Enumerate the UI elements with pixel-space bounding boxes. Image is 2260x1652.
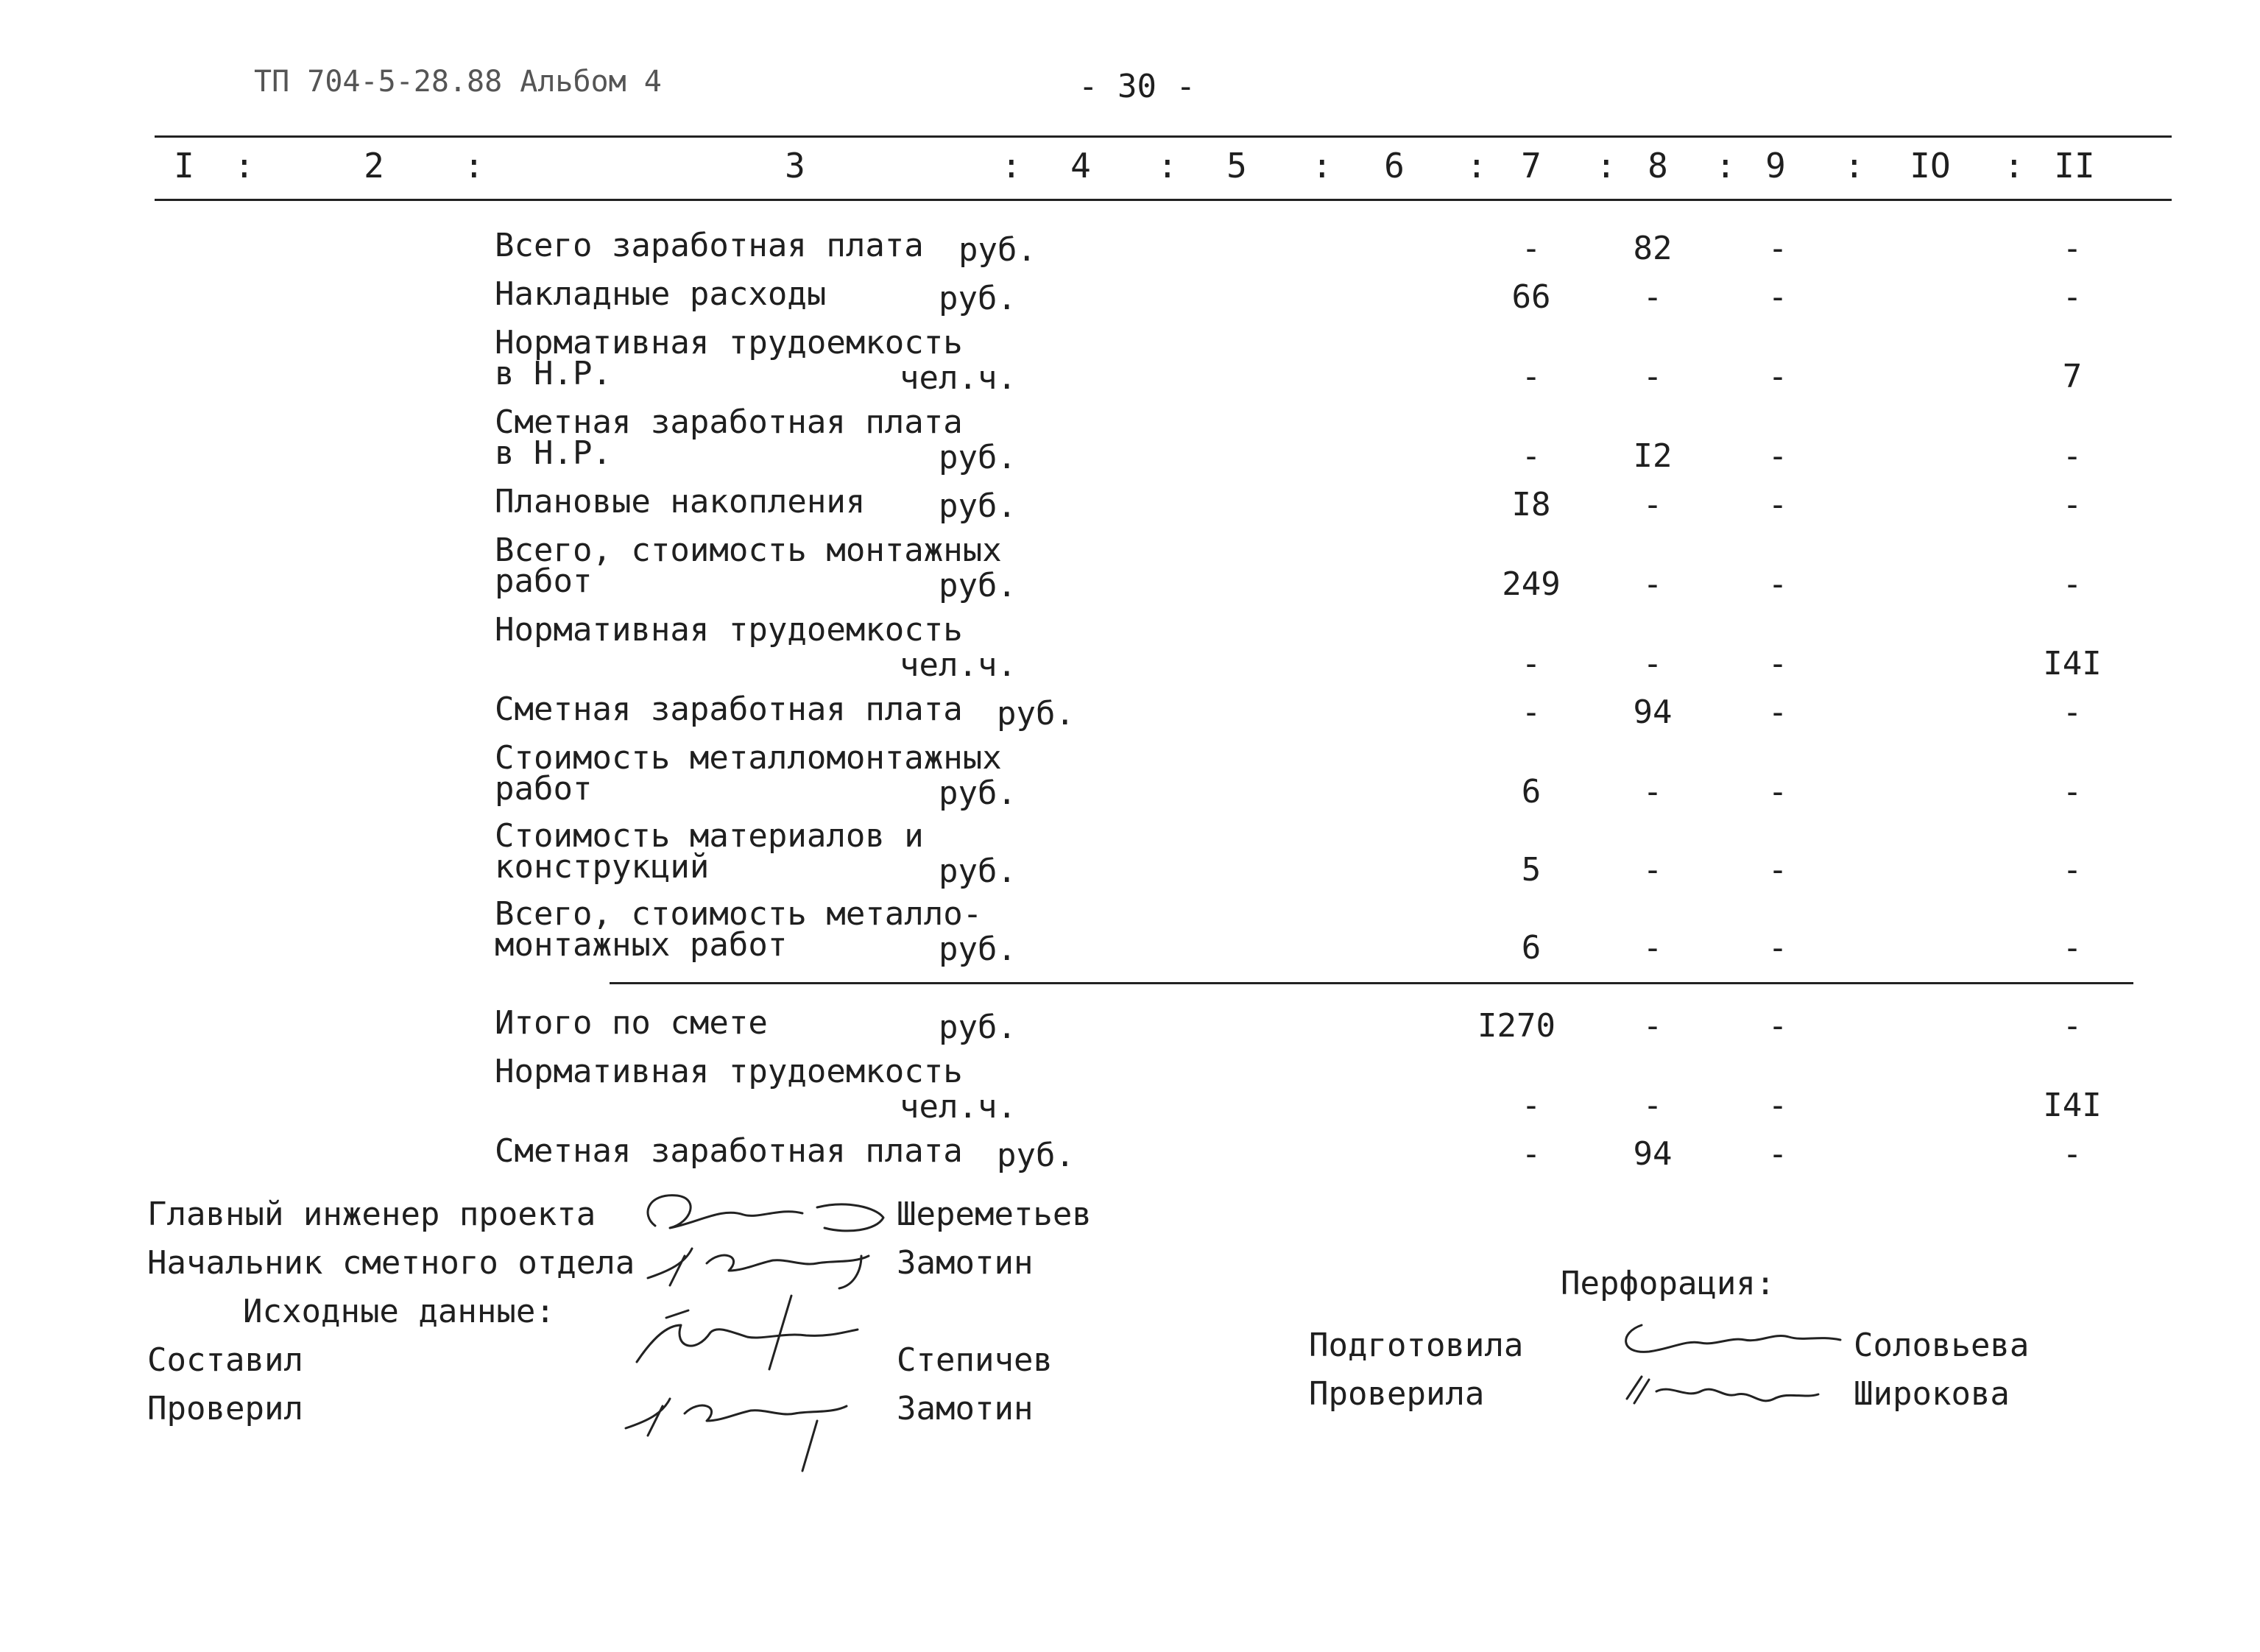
cell-col11: - (2062, 230, 2083, 267)
cell-col11: - (2062, 278, 2083, 316)
cell-col9: - (1768, 645, 1788, 682)
head-estimate-signature (640, 1234, 883, 1293)
cell-col9: - (1768, 565, 1788, 603)
prepared-signature (1612, 1310, 1848, 1362)
chief-engineer-title: Главный инженер проекта (147, 1196, 596, 1233)
checked-f-title: Проверила (1309, 1375, 1485, 1413)
row-label: Нормативная трудоемкость (495, 611, 963, 649)
row-unit: руб. (997, 1137, 1075, 1174)
row-label-cont: работ (495, 562, 593, 600)
cell-col9: - (1768, 851, 1788, 889)
cell-col7: - (1521, 437, 1542, 475)
cell-col9: - (1768, 437, 1788, 475)
cell-col9: - (1768, 1007, 1788, 1045)
row-label-cont: монтажных работ (495, 926, 788, 964)
cell-col8: - (1642, 1087, 1663, 1124)
checked-f-signature (1612, 1362, 1833, 1413)
row-unit: руб. (939, 487, 1017, 525)
row-unit: руб. (939, 280, 1017, 317)
col-num-10: IO (1910, 146, 1951, 186)
prepared-title: Подготовила (1309, 1327, 1524, 1364)
cell-col9: - (1768, 1087, 1788, 1124)
col-sep: : (1596, 146, 1617, 186)
row-label: Плановые накопления (495, 483, 866, 520)
cell-col8: - (1642, 645, 1663, 682)
col-num-3: 3 (785, 146, 805, 186)
row-label: Всего, стоимость металло- (495, 895, 983, 933)
cell-col7: - (1521, 230, 1542, 267)
row-unit: руб. (939, 774, 1017, 812)
cell-col7: I8 (1511, 486, 1551, 523)
col-sep: : (1157, 146, 1178, 186)
cell-col8: - (1642, 851, 1663, 889)
cell-col7: 66 (1511, 278, 1551, 316)
col-sep: : (1001, 146, 1022, 186)
page-number: - 30 - (1078, 68, 1196, 105)
col-sep: : (1466, 146, 1487, 186)
cell-col7: - (1521, 1135, 1542, 1173)
checked-name: Замотин (897, 1390, 1034, 1427)
table-header-rule (155, 199, 2172, 201)
cell-col8: 94 (1633, 1135, 1673, 1173)
row-label: Сметная заработная плата (495, 691, 963, 728)
row-unit: руб. (939, 931, 1017, 968)
cell-col11: - (2062, 1135, 2083, 1173)
cell-col11: - (2062, 773, 2083, 811)
col-num-11: II (2054, 146, 2095, 186)
cell-col7: 6 (1521, 929, 1542, 967)
row-unit: руб. (939, 567, 1017, 604)
chief-engineer-name: Шереметьев (897, 1196, 1092, 1233)
cell-col8: - (1642, 278, 1663, 316)
row-label: Стоимость металломонтажных (495, 739, 1002, 777)
source-data-title: Исходные данные: (243, 1293, 555, 1330)
row-label: Всего, стоимость монтажных (495, 532, 1002, 569)
cell-col7: - (1521, 1087, 1542, 1124)
cell-col8: 82 (1633, 230, 1673, 267)
row-label-cont: в Н.Р. (495, 355, 612, 392)
checked-title: Проверил (147, 1390, 303, 1427)
cell-col9: - (1768, 693, 1788, 731)
cell-col7: I270 (1477, 1007, 1555, 1045)
col-sep: : (1844, 146, 1865, 186)
row-label: Накладные расходы (495, 275, 827, 313)
cell-col9: - (1768, 486, 1788, 523)
cell-col8: - (1642, 486, 1663, 523)
cell-col9: - (1768, 929, 1788, 967)
row-label: Нормативная трудоемкость (495, 324, 963, 361)
checked-f-name: Широкова (1854, 1375, 2010, 1413)
cell-col7: 6 (1521, 773, 1542, 811)
col-num-7: 7 (1521, 146, 1542, 186)
row-unit: руб. (939, 439, 1017, 476)
compiled-title: Составил (147, 1341, 303, 1379)
row-label: Итого по смете (495, 1004, 768, 1042)
cell-col9: - (1768, 773, 1788, 811)
row-label: Нормативная трудоемкость (495, 1053, 963, 1090)
row-label: Всего заработная плата (495, 227, 924, 264)
cell-col11: 7 (2062, 358, 2083, 395)
perforation-title: Перфорация: (1561, 1265, 1776, 1302)
row-label-cont: работ (495, 770, 593, 808)
cell-col8: - (1642, 565, 1663, 603)
col-num-4: 4 (1070, 146, 1091, 186)
cell-col8: - (1642, 358, 1663, 395)
cell-col7: - (1521, 693, 1542, 731)
head-estimate-title: Начальник сметного отдела (147, 1244, 635, 1282)
compiled-name: Степичев (897, 1341, 1053, 1379)
cell-col11: - (2062, 486, 2083, 523)
cell-col8: - (1642, 929, 1663, 967)
cell-col9: - (1768, 1135, 1788, 1173)
col-num-6: 6 (1384, 146, 1405, 186)
col-sep: : (2004, 146, 2024, 186)
total-rule (610, 982, 2133, 984)
cell-col8: 94 (1633, 693, 1673, 731)
cell-col8: - (1642, 773, 1663, 811)
col-sep: : (1715, 146, 1736, 186)
col-num-1: I (174, 146, 194, 186)
table-top-rule (155, 135, 2172, 138)
cell-col11: I4I (2043, 1087, 2102, 1124)
cell-col11: - (2062, 929, 2083, 967)
document-id: ТП 704-5-28.88 Альбом 4 (254, 65, 662, 99)
row-unit: чел.ч. (900, 646, 1017, 684)
cell-col7: - (1521, 645, 1542, 682)
row-unit: руб. (997, 695, 1075, 733)
col-sep: : (1312, 146, 1332, 186)
cell-col11: I4I (2043, 645, 2102, 682)
cell-col11: - (2062, 693, 2083, 731)
cell-col7: 5 (1521, 851, 1542, 889)
row-label-cont: в Н.Р. (495, 434, 612, 472)
row-unit: руб. (958, 231, 1037, 269)
checked-signature (618, 1377, 869, 1472)
cell-col9: - (1768, 358, 1788, 395)
row-unit: руб. (939, 1009, 1017, 1046)
row-unit: чел.ч. (900, 359, 1017, 397)
cell-col8: - (1642, 1007, 1663, 1045)
cell-col7: - (1521, 358, 1542, 395)
col-sep: : (464, 146, 484, 186)
head-estimate-name: Замотин (897, 1244, 1034, 1282)
cell-col9: - (1768, 230, 1788, 267)
col-num-8: 8 (1648, 146, 1668, 186)
row-label: Сметная заработная плата (495, 1132, 963, 1170)
compiled-signature (622, 1288, 872, 1377)
col-num-2: 2 (364, 146, 384, 186)
row-label-cont: конструкций (495, 848, 710, 886)
cell-col11: - (2062, 1007, 2083, 1045)
cell-col11: - (2062, 437, 2083, 475)
col-sep: : (234, 146, 255, 186)
cell-col11: - (2062, 565, 2083, 603)
row-label: Стоимость материалов и (495, 817, 924, 855)
cell-col8: I2 (1633, 437, 1673, 475)
col-num-5: 5 (1226, 146, 1247, 186)
row-unit: чел.ч. (900, 1088, 1017, 1126)
cell-col7: 249 (1502, 565, 1561, 603)
chief-engineer-signature (633, 1185, 898, 1237)
col-num-9: 9 (1765, 146, 1786, 186)
row-label: Сметная заработная плата (495, 403, 963, 441)
cell-col11: - (2062, 851, 2083, 889)
prepared-name: Соловьева (1854, 1327, 2030, 1364)
cell-col9: - (1768, 278, 1788, 316)
row-unit: руб. (939, 853, 1017, 890)
